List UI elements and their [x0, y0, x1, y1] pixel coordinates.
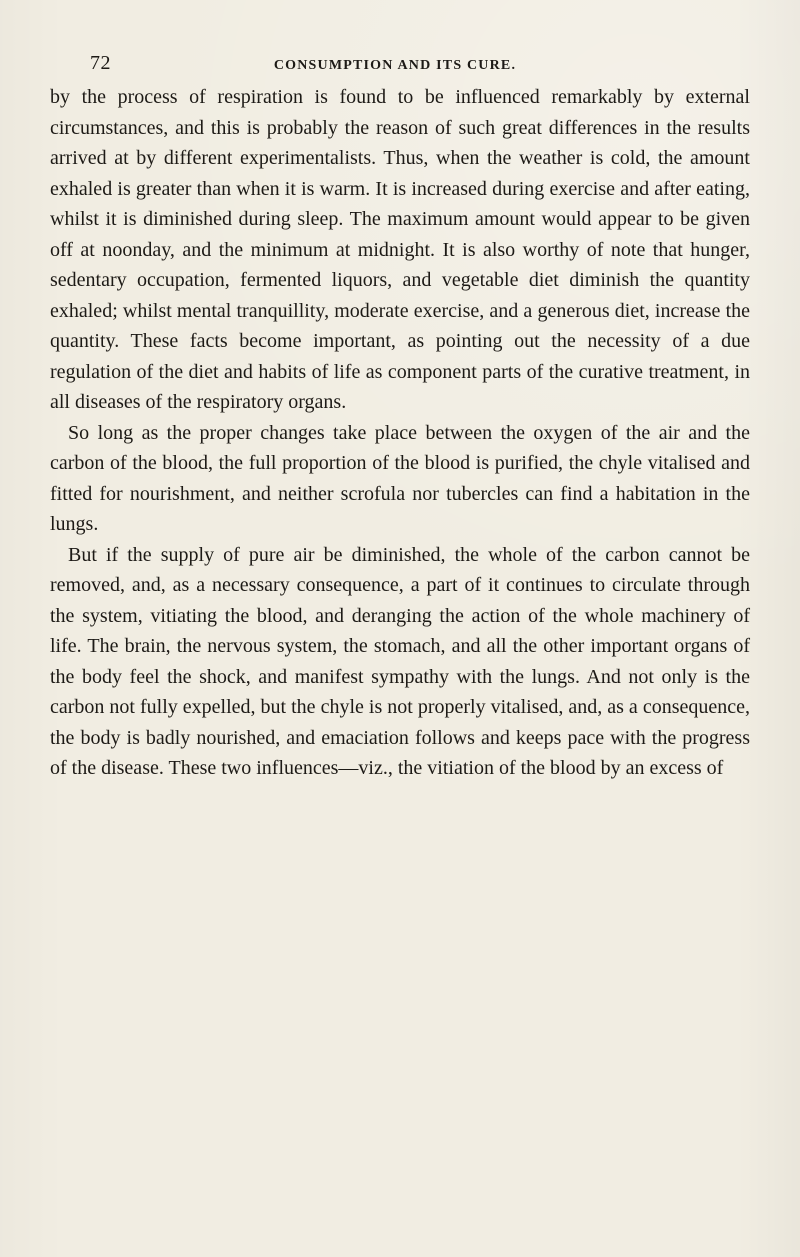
- running-head: [40, 0, 750, 82]
- paragraph-1: by the process of respiration is found to be influenced remarkably by external circumstances, and this is probably the reason of such great differences in the results arrived at by different experimentalists. Thus, when the weather is cold, the amount exhaled is greater than when it is warm. It is increased during exercise and after eating, whilst it is diminished during sleep. The maximum amount would appear to be given off at noonday, and the minimum at midnight. It is also worthy of note that hunger, sedentary occupation, fermented liquors, and vegetable diet diminish the quantity exhaled; whilst mental tranquillity, moderate exercise, and a generous diet, increase the quantity. These facts become important, as pointing out the necessity of a due regulation of the diet and habits of life as component parts of the curative treatment, in all diseases of the respiratory organs.: [50, 86, 750, 413]
- running-title: CONSUMPTION AND ITS CURE.: [273, 58, 517, 73]
- body-text: [50, 82, 750, 784]
- paragraph-3: But if the supply of pure air be diminished, the whole of the carbon cannot be removed, and, as a necessary consequence, a part of it continues to circulate through the system, vitiating the blood, and deranging the action of the whole machinery of life. The brain, the nervous system, the stomach, and all the other important organs of the body feel the shock, and manifest sympathy with the lungs. And not only is the carbon not fully expelled, but the chyle is not properly vitalised, and, as a consequence, the body is badly nourished, and emaciation follows and keeps pace with the progress of the disease. These two influences—viz., the vitiation of the blood by an excess of: [50, 543, 750, 779]
- page-number: 72: [90, 52, 111, 74]
- paragraph-2: So long as the proper changes take place between the oxygen of the air and the carbon of the blood, the full proportion of the blood is purified, the chyle vitalised and fitted for nourishment, and neither scrofula nor tubercles can find a habitation in the lungs.: [50, 421, 750, 535]
